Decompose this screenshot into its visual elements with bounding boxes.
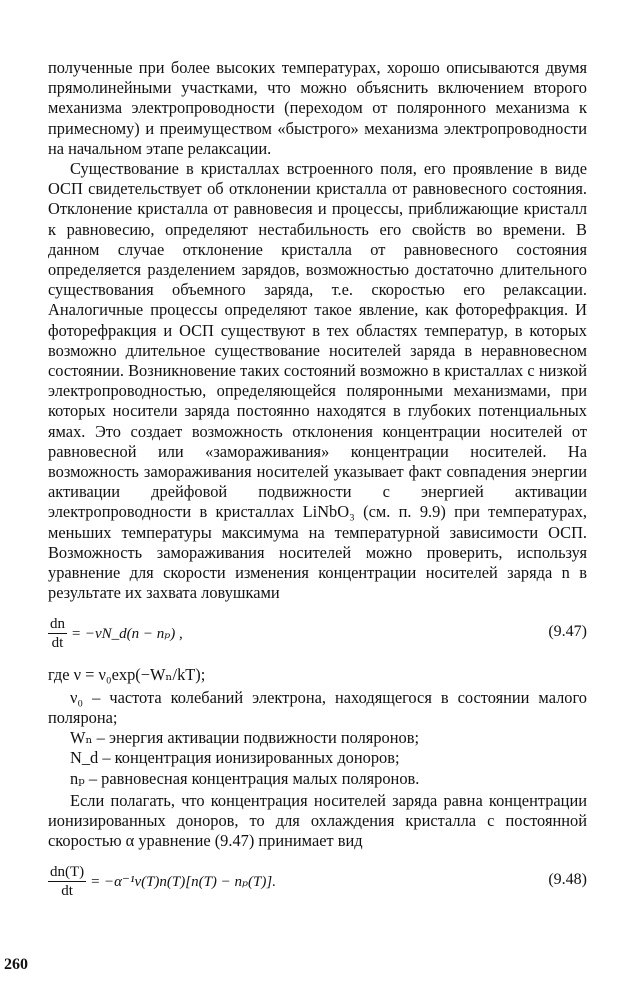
definition-nd: N_d – концентрация ионизированных доноров; xyxy=(70,748,400,768)
equation-9-47 xyxy=(48,613,587,657)
paragraph-continuation: полученные при более высоких температурах, хорошо описываются двумя прямолинейными участками, что можно объяснить включением второго механизма электропроводности (переходом от поляронного механизма к примесному) и преимуществом «быстрого» механизма электропроводности на начальном этапе релаксации. xyxy=(48,58,587,158)
where-line: где ν = ν₀exp(−Wₙ/kT); xyxy=(48,665,206,685)
equation-number: (9.48) xyxy=(548,871,587,889)
equation-fraction xyxy=(48,615,67,652)
fraction-numerator: dn(T) xyxy=(50,864,85,881)
equation-fraction xyxy=(48,863,86,900)
equation-number: (9.47) xyxy=(548,623,587,641)
fraction-numerator: dn xyxy=(50,616,65,633)
definition-wn: Wₙ – энергия активации подвижности поляронов; xyxy=(70,728,419,748)
fraction-denominator: dt xyxy=(61,883,73,900)
equation-9-48 xyxy=(48,861,587,905)
equation-rhs: = −νN_d(n − nₚ) , xyxy=(71,625,183,642)
page-number: 260 xyxy=(4,956,28,973)
definition-nu0: ν₀ – частота колебаний электрона, находящегося в состоянии малого полярона; xyxy=(48,687,587,727)
paragraph-field-existence: Существование в кристаллах встроенного поля, его проявление в виде ОСП свидетельствует об отклонении кристалла от равновесного состояния. Отклонение кристалла от равновесия и процессы, приближающие кристалл к равновесию, определяют нестабильность его свойств во времени. В данном случае отклонение кристалла от равновесного состояния определяется разделением зарядов, возможностью достаточно длительного существования объемного заряда, т.е. скоростью его релаксации. Аналогичные процессы определяют такое явление, как фоторефракция. И фоторефракция и ОСП существуют в тех областях температур, в которых возможно длительное существование носителей заряда в неравновесном состоянии. Возникновение таких состояний возможно в кристаллах с низкой электропроводностью, определяющейся поляронными механизмами, при которых носители заряда постоянно находятся в глубоких потенциальных ямах. Это создает возможность отклонения концентрации носителей от равновесной или «замораживания» концентрации носителей. На возможность замораживания носителей указывает факт совпадения энергии активации дрейфовой подвижности с энергией активации электропроводности в кристаллах LiNbO₃ (см. п. 9.9) при температурах, меньших температуры максимума на температурной зависимости ОСП. Возможность замораживания носителей можно проверить, используя уравнение для скорости изменения концентрации носителей заряда n в результате их захвата ловушками xyxy=(48,159,587,603)
equation-rhs: = −α⁻¹ν(T)n(T)[n(T) − nₚ(T)]. xyxy=(90,873,276,890)
fraction-denominator: dt xyxy=(51,635,64,652)
definition-np: nₚ – равновесная концентрация малых поляронов. xyxy=(70,768,420,788)
paragraph-cooling: Если полагать, что концентрация носителей заряда равна концентрации ионизированных доноров, то для охлаждения кристалла с постоянной скоростью α уравнение (9.47) принимает вид xyxy=(48,790,587,851)
